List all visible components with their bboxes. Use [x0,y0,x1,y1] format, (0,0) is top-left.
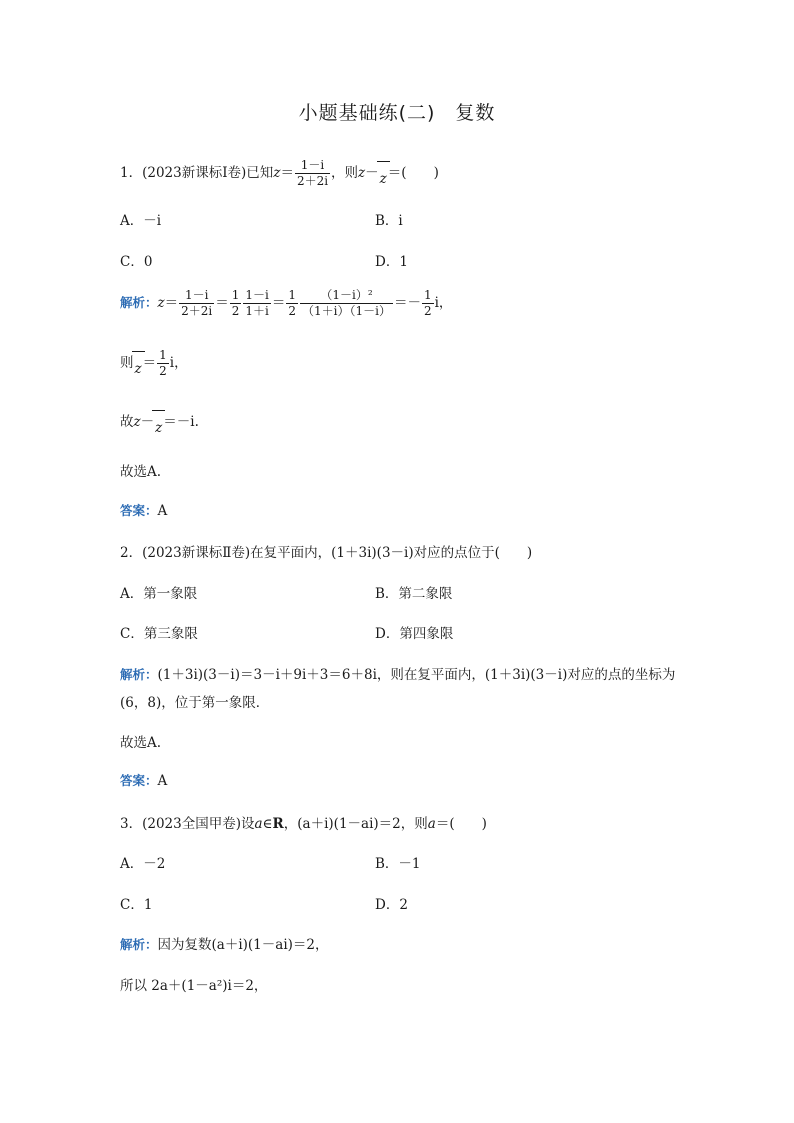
q3-stem: 3．(2023全国甲卷)设a∈R，(a＋i)(1－ai)＝2，则a＝( ) [120,816,487,832]
q2-solution-line1: 解析：(1＋3i)(3－i)＝3－i＋9i＋3＝6＋8i，则在复平面内，(1＋3i)(3－i)对应的点的坐标为 [120,667,676,683]
page-title: 小题基础练(二) 复数 [298,102,496,124]
q2-option-d: D．第四象限 [375,626,454,642]
q3-solution-line1: 解析：因为复数(a＋i)(1－ai)＝2， [120,937,329,953]
q3-option-c: C．1 [120,897,153,913]
q3-solution-line2: 所以 2a＋(1－a²)i＝2， [120,978,268,994]
solution-label: 解析： [120,937,158,952]
q1-answer: 答案：A [120,503,168,519]
q2-choose: 故选A. [120,735,162,751]
q2-solution-line2: (6，8)，位于第一象限． [120,695,270,711]
q3-option-d: D．2 [375,897,408,913]
solution-label: 解析： [120,667,158,682]
q1-option-d: D．1 [375,254,408,270]
q2-option-c: C．第三象限 [120,626,198,642]
q2-option-b: B．第二象限 [375,586,453,602]
z-conjugate: z [379,171,387,187]
q1-solution-line: 解析：z＝ $\frac{1-i}{2+2i}$ ＝ $\frac{1}{2}$ $\frac{1-i}{1+i}$ ＝ $\frac{1}{2}$ $\frac{\text{（1－i）²}}{(1+i)(1-i)}$ ＝－ $\frac{1}{2}$ i， [120,288,453,318]
q1-fraction: $\frac{1-i}{2+2i}$ [296,158,329,188]
q1-stem: 1．(2023新课标Ⅰ卷)已知z＝ $\frac{1-i}{2+2i}$ ，则z－z＝( ) [120,158,439,188]
answer-label: 答案： [120,503,158,518]
q1-therefore-line: 故z－z＝－i. [120,414,199,436]
q1-option-b: B．i [375,213,403,229]
q1-option-a: A．－i [120,213,162,229]
q3-option-b: B．－1 [375,856,421,872]
q2-stem: 2．(2023新课标Ⅱ卷)在复平面内，(1＋3i)(3－i)对应的点位于( ) [120,545,533,561]
answer-label: 答案： [120,773,158,788]
solution-label: 解析： [120,295,158,310]
q2-option-a: A．第一象限 [120,586,198,602]
q1-choose: 故选A. [120,464,162,480]
q1-zbar-line: 则z＝ $\frac{1}{2}$ i， [120,348,188,378]
q3-option-a: A．－2 [120,856,166,872]
q1-option-c: C．0 [120,254,153,270]
q2-answer: 答案：A [120,773,168,789]
